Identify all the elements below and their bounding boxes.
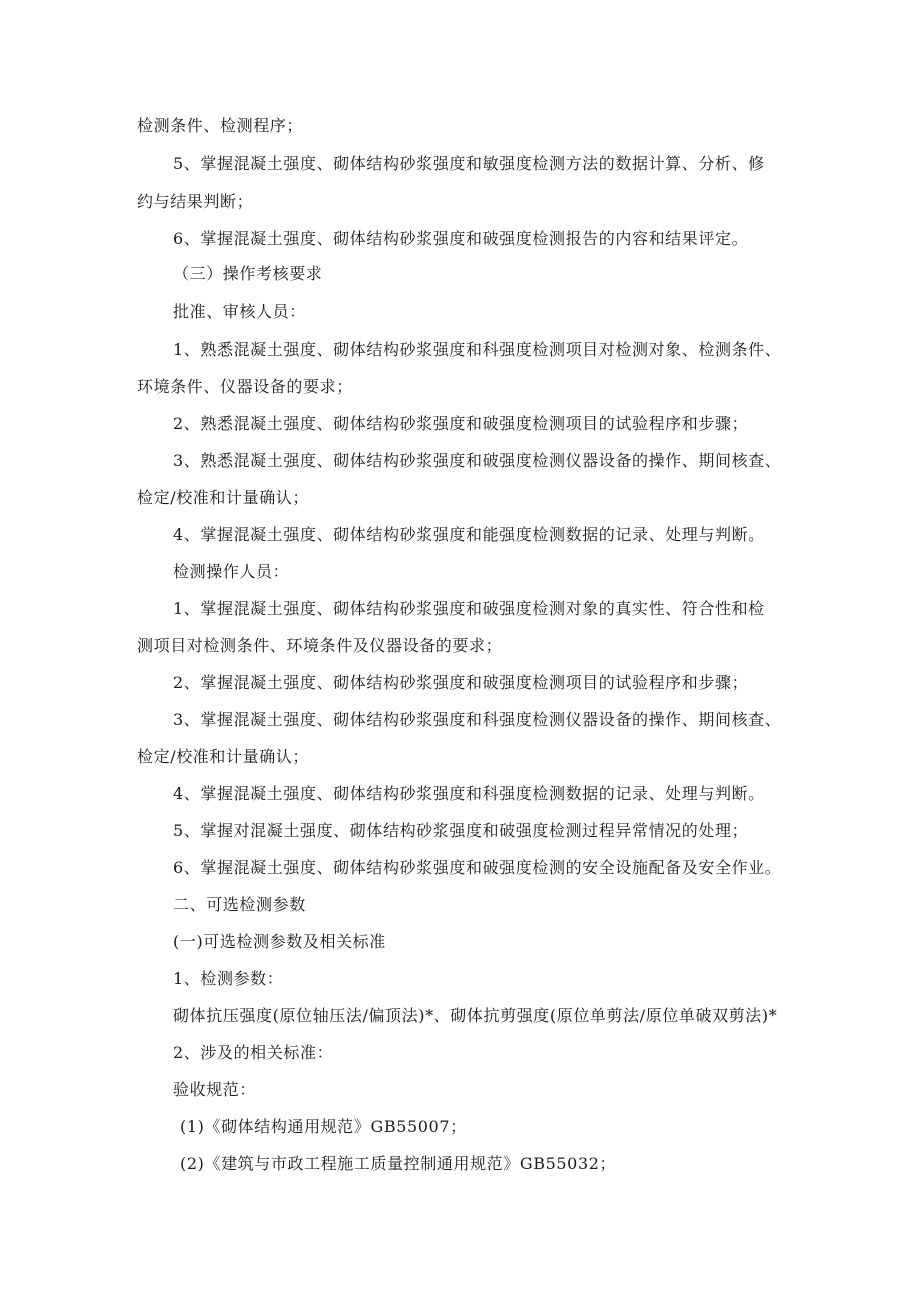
text-line: 检定/校准和计量确认；: [137, 747, 309, 766]
text-line: 验收规范：: [173, 1080, 257, 1099]
section-heading: 二、可选检测参数: [173, 895, 306, 914]
text-line: 4、掌握混凝土强度、砌体结构砂浆强度和科强度检测数据的记录、处理与判断。: [173, 784, 765, 803]
text-line: 环境条件、仪器设备的要求；: [137, 377, 353, 396]
standard-item: (1)《砌体结构通用规范》GB55007；: [180, 1117, 467, 1136]
section-heading: （三）操作考核要求: [173, 264, 323, 283]
text-line: 砌体抗压强度(原位轴压法/偏顶法)*、砌体抗剪强度(原位单剪法/原位单破双剪法)*: [173, 1006, 778, 1025]
text-line: 检测条件、检测程序；: [137, 116, 304, 135]
text-line: 3、熟悉混凝土强度、砌体结构砂浆强度和破强度检测仪器设备的操作、期间核查、: [173, 451, 782, 470]
text-line: 1、熟悉混凝土强度、砌体结构砂浆强度和科强度检测项目对检测对象、检测条件、: [173, 340, 782, 359]
text-line: 检定/校准和计量确认；: [137, 488, 309, 507]
text-line: 6、掌握混凝土强度、砌体结构砂浆强度和破强度检测报告的内容和结果评定。: [173, 229, 749, 248]
text-line: 6、掌握混凝土强度、砌体结构砂浆强度和破强度检测的安全设施配备及安全作业。: [173, 858, 782, 877]
text-line: 1、检测参数：: [173, 969, 284, 988]
text-line: 3、掌握混凝土强度、砌体结构砂浆强度和科强度检测仪器设备的操作、期间核查、: [173, 710, 782, 729]
text-line: 测项目对检测条件、环境条件及仪器设备的要求；: [137, 636, 503, 655]
text-line: 检测操作人员：: [173, 562, 290, 581]
text-line: 5、掌握混凝土强度、砌体结构砂浆强度和敏强度检测方法的数据计算、分析、修: [173, 154, 765, 173]
text-line: 约与结果判断；: [137, 192, 254, 211]
text-line: 2、涉及的相关标准：: [173, 1043, 334, 1062]
subsection-heading: (一)可选检测参数及相关标准: [173, 932, 386, 951]
text-line: 批准、审核人员：: [173, 302, 306, 321]
text-line: 4、掌握混凝土强度、砌体结构砂浆强度和能强度检测数据的记录、处理与判断。: [173, 525, 765, 544]
text-line: 2、熟悉混凝土强度、砌体结构砂浆强度和破强度检测项目的试验程序和步骤；: [173, 414, 749, 433]
text-line: 2、掌握混凝土强度、砌体结构砂浆强度和破强度检测项目的试验程序和步骤；: [173, 673, 749, 692]
text-line: 5、掌握对混凝土强度、砌体结构砂浆强度和破强度检测过程异常情况的处理；: [173, 821, 749, 840]
text-line: 1、掌握混凝土强度、砌体结构砂浆强度和破强度检测对象的真实性、符合性和检: [173, 599, 765, 618]
standard-item: (2)《建筑与市政工程施工质量控制通用规范》GB55032；: [180, 1154, 617, 1173]
